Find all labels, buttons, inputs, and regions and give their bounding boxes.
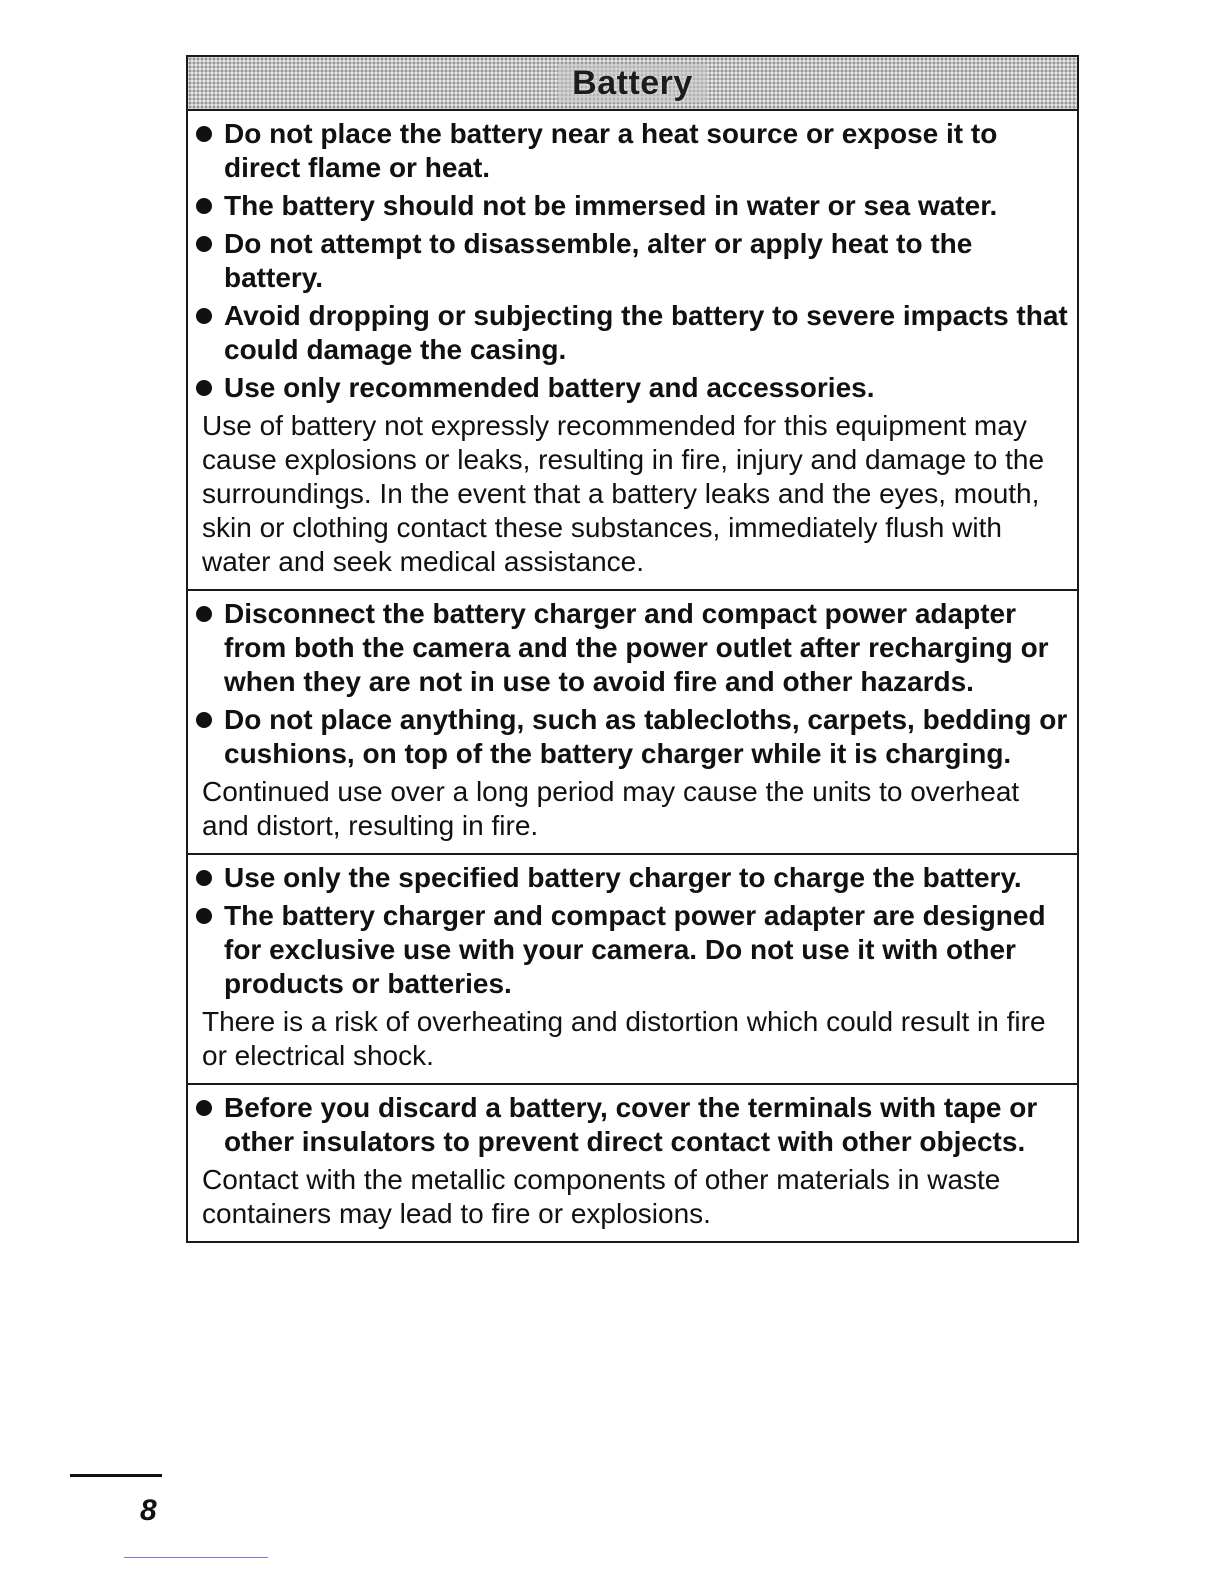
bullet-text: Do not attempt to disassemble, alter or apply heat to the battery. <box>224 228 973 293</box>
battery-warning-box <box>186 55 1079 1243</box>
bullet-text: Use only the specified battery charger to charge the battery. <box>224 862 1022 893</box>
warning-bullet <box>194 299 1071 367</box>
footer-rule <box>70 1474 162 1477</box>
page-number: 8 <box>140 1494 157 1527</box>
section-header-bar <box>188 57 1077 111</box>
warning-bullet <box>194 703 1071 771</box>
warning-bullet <box>194 227 1071 295</box>
warning-bullet <box>194 1091 1071 1159</box>
bullet-dot-icon <box>194 189 224 223</box>
bullet-text: Before you discard a battery, cover the terminals with tape or other insulators to prevent direct contact with other objects. <box>224 1092 1038 1157</box>
bullet-dot-icon <box>194 117 224 151</box>
bullet-text: Use only recommended battery and accessories. <box>224 372 875 403</box>
warning-section <box>188 111 1077 591</box>
bullet-text: Do not place anything, such as tablecloths, carpets, bedding or cushions, on top of the battery charger while it is charging. <box>224 704 1068 769</box>
bullet-dot-icon <box>194 861 224 895</box>
warning-bullet <box>194 861 1071 895</box>
bullet-text: The battery should not be immersed in water or sea water. <box>224 190 998 221</box>
warning-section <box>188 591 1077 855</box>
bullet-text: Disconnect the battery charger and compact power adapter from both the camera and the power outlet after recharging or when they are not in use to avoid fire and other hazards. <box>224 598 1049 697</box>
warning-note: There is a risk of overheating and distortion which could result in fire or electrical shock. <box>202 1006 1046 1071</box>
bullet-text: The battery charger and compact power adapter are designed for exclusive use with your camera. Do not use it with other products or batteries. <box>224 900 1046 999</box>
bullet-dot-icon <box>194 227 224 261</box>
warning-note: Use of battery not expressly recommended for this equipment may cause explosions or leaks, resulting in fire, injury and damage to the surroundings. In the event that a battery leaks and the eyes, mouth, skin or clothing contact these substances, immediately flush with water and seek medical assistance. <box>202 410 1045 577</box>
warning-bullet <box>194 899 1071 1001</box>
warning-bullet <box>194 371 1071 405</box>
bullet-text: Avoid dropping or subjecting the battery to severe impacts that could damage the casing. <box>224 300 1068 365</box>
bottom-divider <box>124 1557 268 1558</box>
warning-note: Contact with the metallic components of other materials in waste containers may lead to fire or explosions. <box>202 1164 1001 1229</box>
section-title: Battery <box>558 64 707 103</box>
bullet-text: Do not place the battery near a heat source or expose it to direct flame or heat. <box>224 118 998 183</box>
warning-bullet <box>194 189 1071 223</box>
warning-note: Continued use over a long period may cause the units to overheat and distort, resulting in fire. <box>202 776 1020 841</box>
warning-section <box>188 855 1077 1085</box>
warning-section <box>188 1085 1077 1241</box>
bullet-dot-icon <box>194 899 224 933</box>
bullet-dot-icon <box>194 703 224 737</box>
bullet-dot-icon <box>194 1091 224 1125</box>
warning-bullet <box>194 597 1071 699</box>
bullet-dot-icon <box>194 299 224 333</box>
bullet-dot-icon <box>194 371 224 405</box>
bullet-dot-icon <box>194 597 224 631</box>
warning-bullet <box>194 117 1071 185</box>
